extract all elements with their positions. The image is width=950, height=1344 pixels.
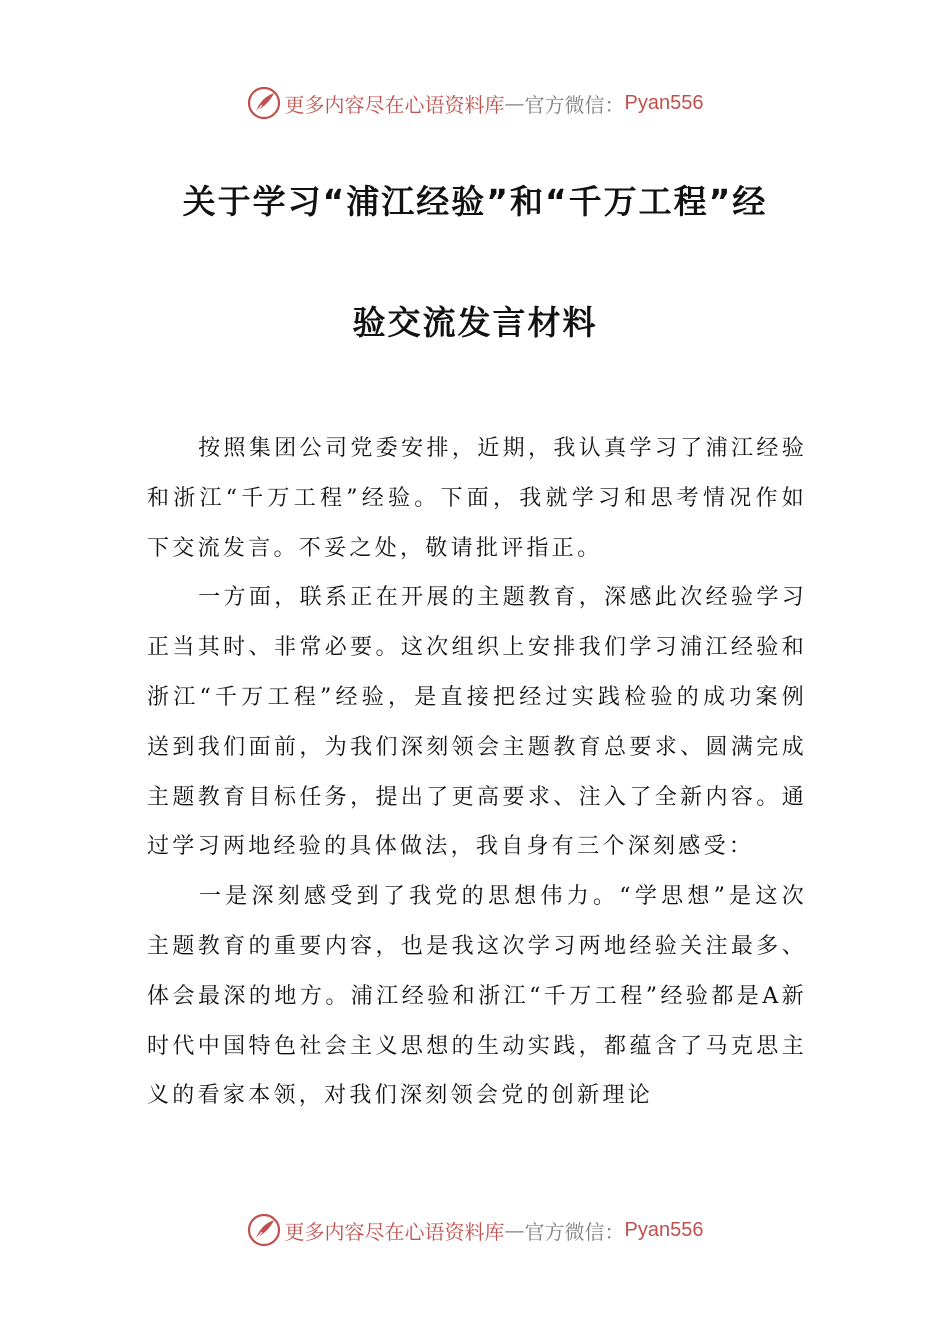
document-body <box>147 424 807 1121</box>
body-paragraph: 一方面，联系正在开展的主题教育，深感此次经验学习正当其时、非常必要。这次组织上安排我们学习浦江经验和浙江“千万工程”经验，是直接把经过实践检验的成功案例送到我们面前，为我们深刻领会主题教育总要求、圆满完成主题教育目标任务，提出了更高要求、注入了全新内容。通过学习两地经验的具体做法，我自身有三个深刻感受： <box>147 585 807 860</box>
quill-logo-icon <box>247 86 281 120</box>
document-title-line-2: 验交流发言材料 <box>352 303 598 342</box>
watermark-brand-text: 更多内容尽在心语资料库 <box>284 92 505 117</box>
watermark-wechat-id: Pyan556 <box>624 91 704 114</box>
watermark-official-label: 官方微信： <box>524 92 625 117</box>
watermark-official-label: 官方微信： <box>524 1219 625 1244</box>
body-paragraph: 按照集团公司党委安排，近期，我认真学习了浦江经验和浙江“千万工程”经验。下面，我就学习和思考情况作如下交流发言。不妥之处，敬请批评指正。 <box>147 436 807 561</box>
watermark-banner-bottom <box>0 1210 950 1250</box>
body-paragraph: 一是深刻感受到了我党的思想伟力。“学思想”是这次主题教育的重要内容，也是我这次学习两地经验关注最多、体会最深的地方。浦江经验和浙江“千万工程”经验都是A新时代中国特色社会主义思想的生动实践，都蕴含了马克思主义的看家本领，对我们深刻领会党的创新理论 <box>147 884 807 1109</box>
watermark-brand-text: 更多内容尽在心语资料库 <box>284 1219 505 1244</box>
watermark-separator: — <box>504 91 525 115</box>
watermark-wechat-id: Pyan556 <box>624 1218 704 1241</box>
quill-logo-icon <box>247 1213 281 1247</box>
watermark-separator: — <box>504 1218 525 1242</box>
document-title-line-1: 关于学习“浦江经验”和“千万工程”经 <box>182 182 768 221</box>
watermark-banner-top <box>0 83 950 123</box>
